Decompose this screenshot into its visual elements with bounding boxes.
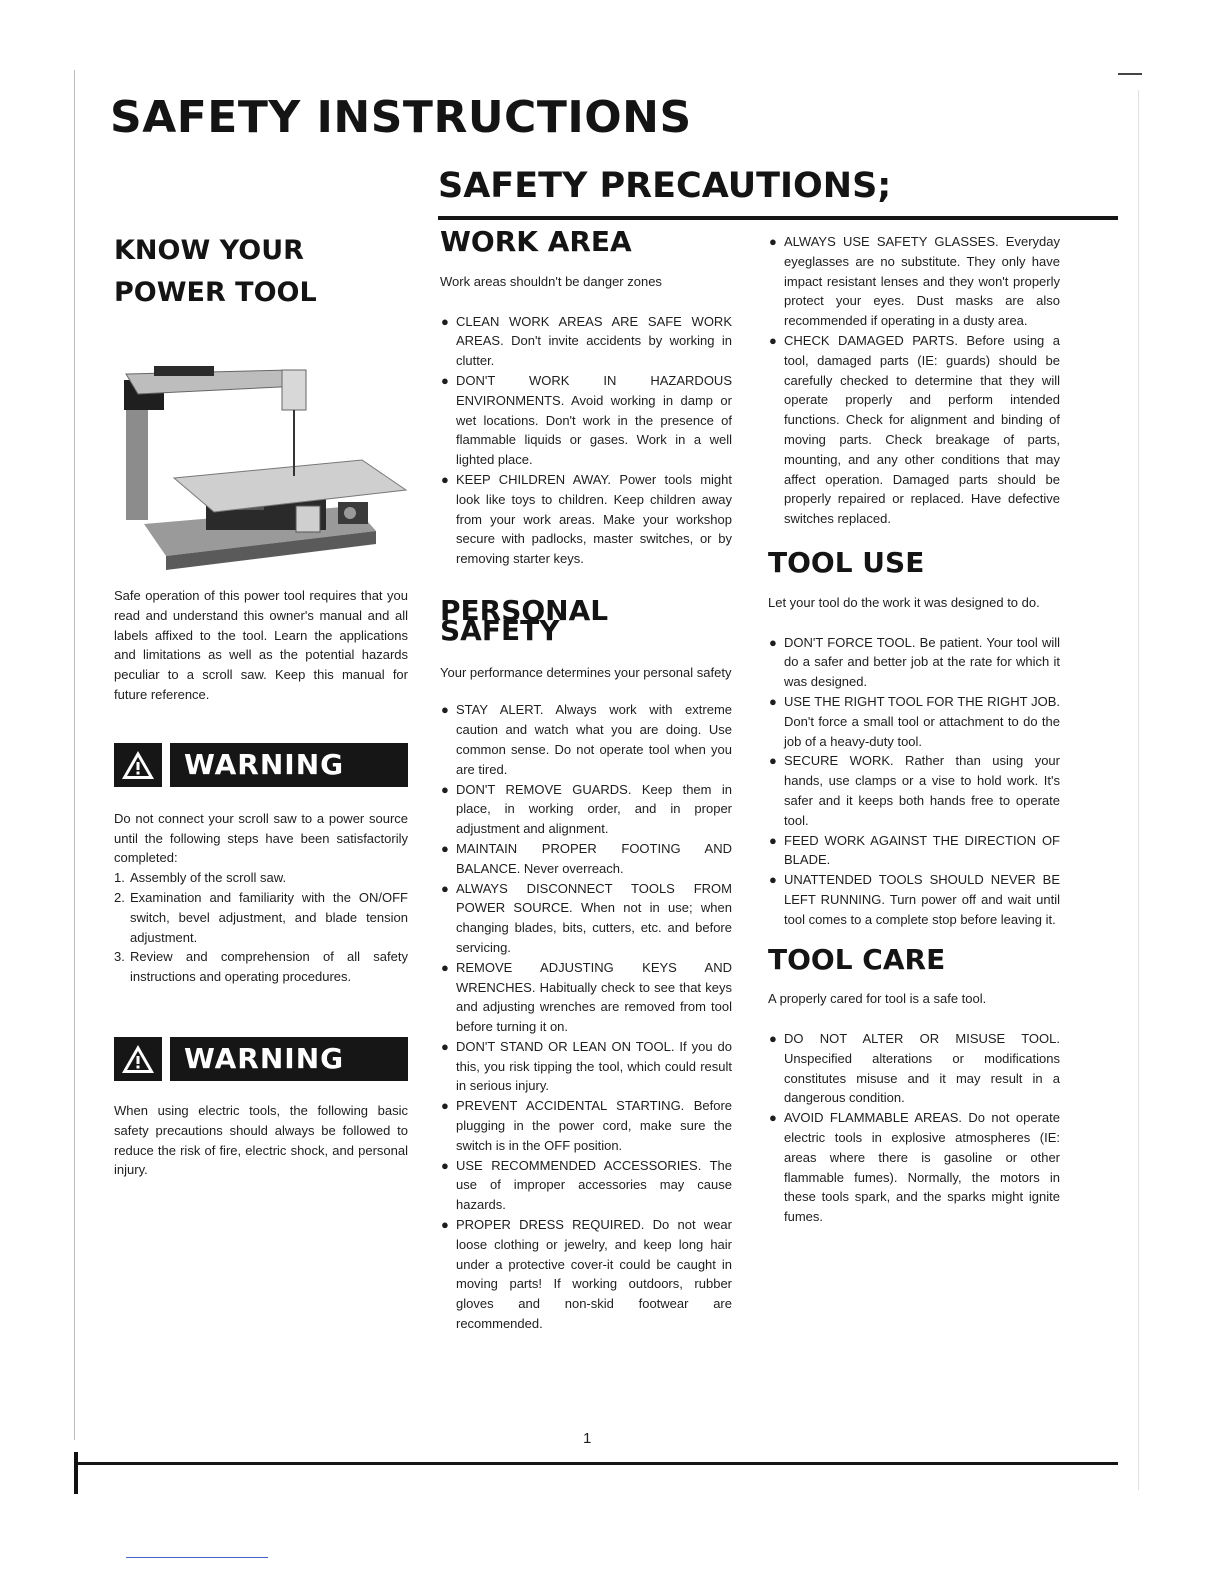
binding-mark: [74, 1452, 78, 1494]
tool-care-list: [768, 1029, 1060, 1227]
work-area-intro: Work areas shouldn't be danger zones: [440, 273, 662, 289]
list-item: [768, 831, 1060, 871]
warning-banner-2: [114, 1037, 408, 1081]
personal-safety-list: [440, 700, 732, 1334]
step-text: Assembly of the scroll saw.: [130, 870, 287, 886]
item-text: DON'T STAND OR LEAN ON TOOL. If you do this, you risk tipping the tool, which could result in serious injury.: [456, 1038, 732, 1094]
triangle-icon: [120, 1043, 156, 1075]
list-item: [440, 1215, 732, 1334]
triangle-icon: [120, 749, 156, 781]
item-text: DO NOT ALTER OR MISUSE TOOL. Unspecified alterations or modifications constitutes misuse and it may result in a dangerous condition.: [784, 1031, 1060, 1106]
footer-rule: [78, 1462, 1118, 1465]
bullet-icon: ●: [769, 1110, 777, 1126]
warning1-text: Do not connect your scroll saw to a power source until the following steps have been satisfactorily completed:: [114, 810, 408, 866]
item-text: ALWAYS DISCONNECT TOOLS FROM POWER SOURCE. When not in use; when changing blades, bits, cutters, etc. and before servicing.: [456, 880, 732, 955]
corner-mark: [1118, 73, 1142, 75]
warning-triangle-icon: [114, 743, 162, 787]
item-text: ALWAYS USE SAFETY GLASSES. Everyday eyeglasses are no substitute. They only have impact resistant lenses and they won't properly protect your eyes. Dust masks are also recommended if operating in a dusty area.: [784, 234, 1060, 329]
list-item: [440, 1156, 732, 1215]
work-area-list: [440, 312, 732, 569]
step-number: 1.: [114, 870, 125, 886]
bullet-icon: ●: [441, 313, 449, 329]
bullet-icon: ●: [441, 1217, 449, 1233]
list-item: [440, 839, 732, 879]
right-column: [768, 232, 1060, 1227]
bullet-icon: ●: [769, 234, 777, 249]
list-item: [768, 751, 1060, 830]
scroll-saw-image: [114, 356, 408, 578]
personal-safety-intro: Your performance determines your personal safety: [440, 664, 732, 680]
tool-use-list: [768, 633, 1060, 930]
top-precautions-list: [768, 232, 1060, 529]
list-item: [440, 1096, 732, 1155]
list-item: [768, 692, 1060, 751]
item-text: DON'T REMOVE GUARDS. Keep them in place, in working order, and in proper adjustment and alignment.: [456, 781, 732, 837]
warning-label-1: WARNING: [170, 743, 408, 787]
item-text: REMOVE ADJUSTING KEYS AND WRENCHES. Habitually check to see that keys and adjusting wrenches are removed from tool before turning it on.: [456, 959, 732, 1035]
page-subtitle: SAFETY PRECAUTIONS;: [438, 166, 892, 206]
heading-line-2: POWER TOOL: [114, 277, 317, 308]
bullet-icon: ●: [441, 1038, 449, 1054]
personal-safety-heading: PERSONAL SAFETY: [440, 593, 609, 647]
item-text: KEEP CHILDREN AWAY. Power tools might look like toys to children. Keep children away from your work areas. Make your workshop secure with padlocks, master switches, or by removing starter keys.: [456, 471, 732, 567]
list-item: [440, 879, 732, 958]
item-text: MAINTAIN PROPER FOOTING AND BALANCE. Never overreach.: [456, 840, 732, 876]
tool-use-intro: Let your tool do the work it was designed to do.: [768, 594, 1040, 610]
page-number: 1: [583, 1430, 592, 1447]
bullet-icon: ●: [769, 634, 777, 650]
item-text: CHECK DAMAGED PARTS. Before using a tool, damaged parts (IE: guards) should be carefully checked to determine that they will operate properly and perform intended functions. Check for alignment and binding of moving parts. Check breakage of parts, mounting, and any other conditions that may affect operation. Damaged parts should be properly repaired or replaced. Have defective switches replaced.: [784, 332, 1060, 527]
list-item: [768, 633, 1060, 692]
scroll-saw-icon: [114, 356, 408, 578]
item-text: USE RECOMMENDED ACCESSORIES. The use of improper accessories may cause hazards.: [456, 1157, 732, 1213]
scan-right-edge: [1138, 90, 1139, 1490]
list-item: [440, 470, 732, 569]
list-item: [440, 780, 732, 839]
bullet-icon: ●: [769, 872, 777, 888]
item-text: PREVENT ACCIDENTAL STARTING. Before plugging in the power cord, make sure the switch is in the OFF position.: [456, 1098, 732, 1153]
bullet-icon: ●: [441, 702, 449, 718]
bullet-icon: ●: [441, 1098, 449, 1114]
tool-care-intro: A properly cared for tool is a safe tool.: [768, 991, 987, 1007]
step-number: 2.: [114, 889, 125, 905]
item-text: CLEAN WORK AREAS ARE SAFE WORK AREAS. Don't invite accidents by working in clutter.: [456, 313, 732, 369]
left-intro: Safe operation of this power tool requires that you read and understand this owner's manual and all labels affixed to the tool. Learn the applications and limitations as well as the potential hazards peculiar to a scroll saw. Keep this manual for future reference.: [114, 588, 408, 702]
list-item: [768, 870, 1060, 929]
bullet-icon: ●: [441, 781, 449, 797]
bullet-icon: ●: [441, 840, 449, 856]
item-text: DON'T WORK IN HAZARDOUS ENVIRONMENTS. Avoid working in damp or wet locations. Don't work in the presence of flammable liquids or gases. Work in a well lighted place.: [456, 372, 732, 468]
warning-banner-1: [114, 743, 408, 787]
warning-label-2: WARNING: [170, 1037, 408, 1081]
bullet-icon: ●: [441, 880, 449, 896]
tool-use-heading: TOOL USE: [768, 545, 925, 579]
warning-triangle-icon: [114, 1037, 162, 1081]
list-item: [440, 700, 732, 779]
bullet-icon: ●: [441, 959, 449, 975]
heading-line-1: KNOW YOUR: [114, 235, 304, 266]
tool-care-heading: TOOL CARE: [768, 942, 946, 976]
know-your-tool-heading: [114, 230, 408, 314]
list-item: [768, 331, 1060, 529]
bullet-icon: ●: [441, 1157, 449, 1173]
list-item: [440, 958, 732, 1037]
work-area-heading: WORK AREA: [440, 225, 632, 258]
item-text: USE THE RIGHT TOOL FOR THE RIGHT JOB. Don't force a small tool or attachment to do the job of a heavy-duty tool.: [784, 693, 1060, 749]
step-number: 3.: [114, 949, 125, 965]
list-item: [114, 888, 408, 947]
list-item: [440, 371, 732, 470]
bullet-icon: ●: [769, 332, 777, 348]
step-text: Review and comprehension of all safety instructions and operating procedures.: [130, 949, 408, 985]
left-column: [114, 230, 408, 1180]
item-text: UNATTENDED TOOLS SHOULD NEVER BE LEFT RUNNING. Turn power off and wait until tool comes to a complete stop before leaving it.: [784, 872, 1060, 927]
list-item: [440, 1037, 732, 1096]
bullet-icon: ●: [769, 693, 777, 709]
list-item: [114, 947, 408, 987]
list-item: [114, 868, 408, 888]
item-text: PROPER DRESS REQUIRED. Do not wear loose clothing or jewelry, and keep long hair under a protective cover-it could be caught in moving parts! If working outdoors, rubber gloves and non-skid footwear are recommended.: [456, 1217, 732, 1332]
bullet-icon: ●: [769, 753, 777, 769]
middle-column: [440, 225, 732, 1334]
step-text: Examination and familiarity with the ON/OFF switch, bevel adjustment, and blade tension adjustment.: [130, 889, 408, 945]
page-title: SAFETY INSTRUCTIONS: [110, 92, 692, 143]
list-item: [768, 1108, 1060, 1227]
item-text: STAY ALERT. Always work with extreme caution and watch what you are doing. Use common sense. Do not operate tool when you are tired.: [456, 702, 732, 777]
list-item: [440, 312, 732, 371]
item-text: AVOID FLAMMABLE AREAS. Do not operate electric tools in explosive atmospheres (IE: areas where there is gasoline or other flammable fumes). Normally, the motors in these tools spark, and the sparks might ignite fumes.: [784, 1110, 1060, 1225]
warning2-text: When using electric tools, the following basic safety precautions should always be followed to reduce the risk of fire, electric shock, and personal injury.: [114, 1102, 408, 1178]
item-text: SECURE WORK. Rather than using your hands, use clamps or a vise to hold work. It's safer and it keeps both hands free to operate tool.: [784, 753, 1060, 828]
item-text: FEED WORK AGAINST THE DIRECTION OF BLADE.: [784, 832, 1060, 868]
bullet-icon: ●: [441, 471, 449, 487]
bullet-icon: ●: [441, 372, 449, 388]
bullet-icon: ●: [769, 1031, 777, 1047]
item-text: DON'T FORCE TOOL. Be patient. Your tool will do a safer and better job at the rate for which it was designed.: [784, 634, 1060, 690]
scan-left-edge: [74, 70, 75, 1440]
bullet-icon: ●: [769, 832, 777, 848]
list-item: [768, 1029, 1060, 1108]
list-item: [768, 232, 1060, 331]
warning1-steps: [114, 868, 408, 987]
header-rule: [438, 216, 1118, 220]
scan-artifact-line: [126, 1557, 268, 1558]
